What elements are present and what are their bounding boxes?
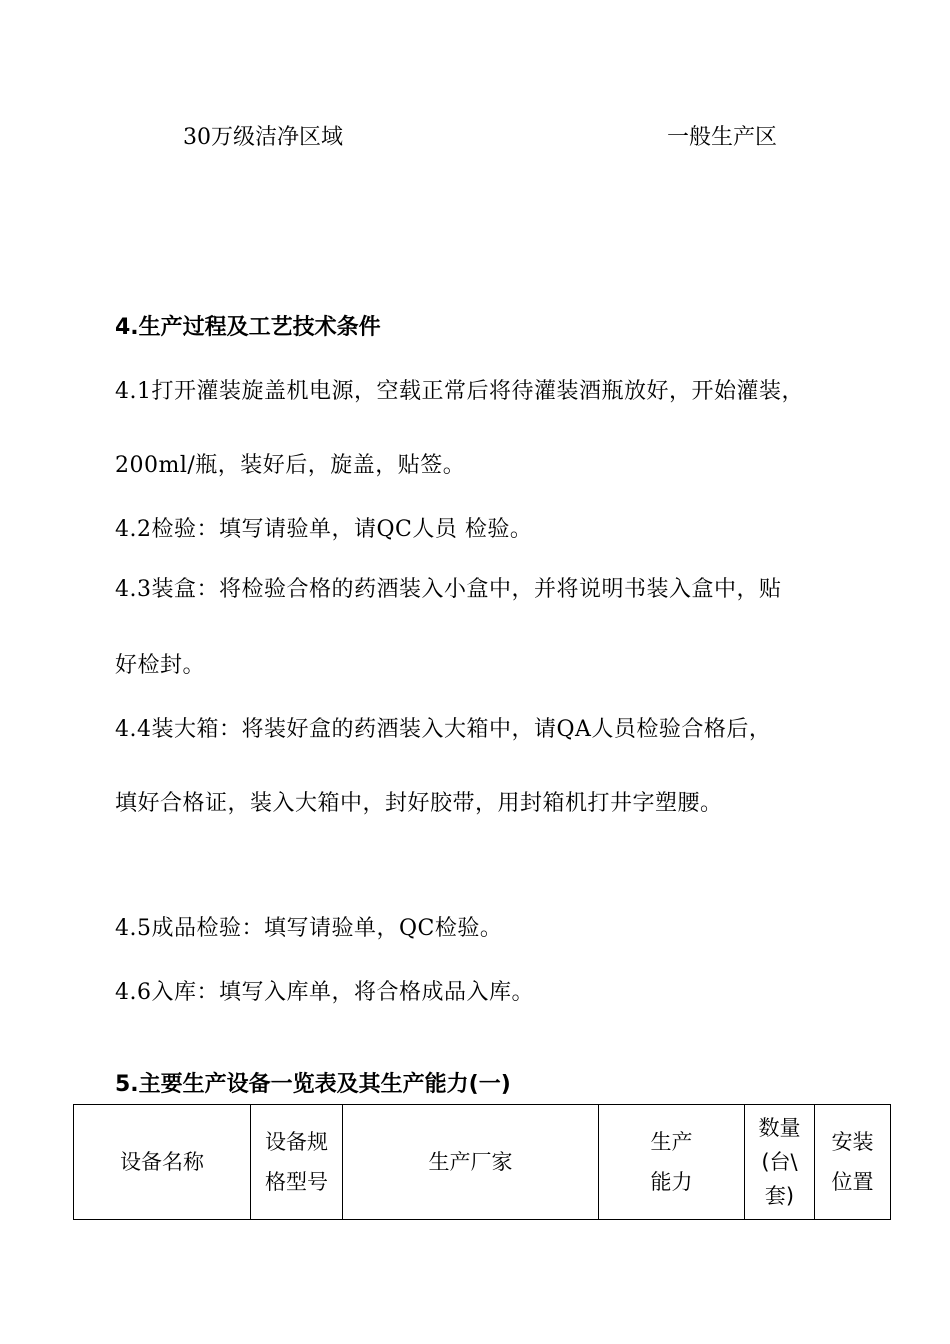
header-model-spec: 设备规 格型号 — [251, 1105, 343, 1220]
clean-zone-label: 30万级洁净区域 — [183, 125, 343, 150]
section-4-title: 4.生产过程及工艺技术条件 — [115, 315, 381, 340]
header-location: 安装 位置 — [815, 1105, 891, 1220]
step-4-3-line-1: 4.3装盒：将检验合格的药酒装入小盒中，并将说明书装入盒中，贴 — [115, 577, 782, 602]
equipment-table — [73, 1104, 891, 1220]
header-quantity: 数量 (台\ 套) — [745, 1105, 815, 1220]
step-4-6: 4.6入库：填写入库单，将合格成品入库。 — [115, 980, 534, 1005]
step-4-4-line-2: 填好合格证，装入大箱中，封好胶带，用封箱机打井字塑腰。 — [115, 791, 723, 816]
step-4-1-line-1: 4.1打开灌装旋盖机电源，空载正常后将待灌装酒瓶放好，开始灌装， — [115, 379, 804, 404]
step-4-5: 4.5成品检验：填写请验单，QC检验。 — [115, 916, 503, 941]
section-5-title: 5.主要生产设备一览表及其生产能力(一) — [115, 1072, 511, 1097]
general-zone-label: 一般生产区 — [667, 125, 778, 150]
header-capacity: 生产 能力 — [599, 1105, 745, 1220]
step-4-1-line-2: 200ml/瓶，装好后，旋盖，贴签。 — [115, 453, 466, 478]
header-equipment-name: 设备名称 — [74, 1105, 251, 1220]
step-4-2: 4.2检验：填写请验单，请QC人员 检验。 — [115, 517, 533, 542]
table-header-row — [74, 1105, 891, 1220]
step-4-3-line-2: 好检封。 — [115, 653, 206, 678]
header-manufacturer: 生产厂家 — [343, 1105, 599, 1220]
step-4-4-line-1: 4.4装大箱：将装好盒的药酒装入大箱中，请QA人员检验合格后， — [115, 717, 772, 742]
